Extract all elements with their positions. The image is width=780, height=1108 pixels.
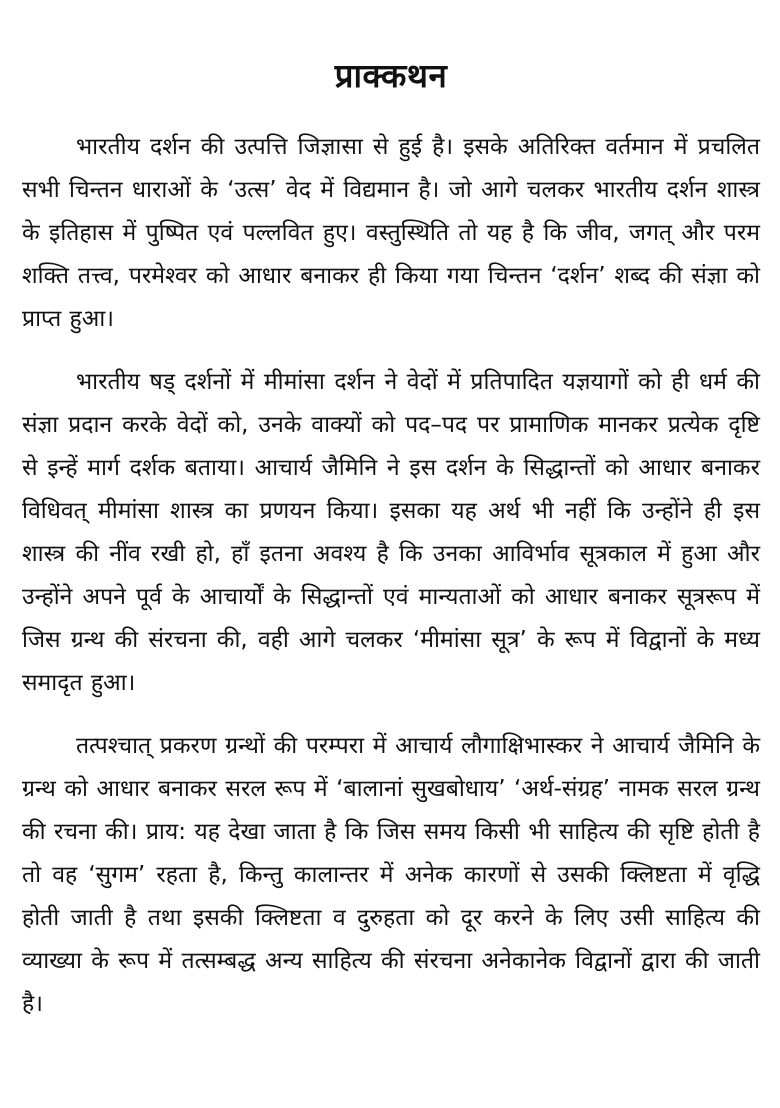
page-title: प्राक्कथन [334, 56, 448, 95]
paragraph-3: तत्पश्चात् प्रकरण ग्रन्थों की परम्परा में आचार्य लौगाक्षिभास्कर ने आचार्य जैमिनि के ग्रन्थ को आधार बनाकर सरल रूप में ‘बालानां सुखबोधाय’ ‘अर्थ-संग्रह’ नामक सरल ग्रन्थ की रचना की। प्राय: यह देखा जाता है कि जिस समय किसी भी साहित्य की सृष्टि होती है तो वह ‘सुगम’ रहता है, किन्तु कालान्तर में अनेक कारणों से उसकी क्लिष्टता में वृद्धि होती जाती है तथा इसकी क्लिष्टता व दुरुहता को दूर करने के लिए उसी साहित्य की व्याख्या के रूप में तत्सम्बद्ध अन्य साहित्य की संरचना अनेकानेक विद्वानों द्वारा की जाती है। [22, 733, 760, 1017]
paragraph-1: भारतीय दर्शन की उत्पत्ति जिज्ञासा से हुई है। इसके अतिरिक्त वर्तमान में प्रचलित सभी चिन्तन धाराओं के ‘उत्स’ वेद में विद्यमान है। जो आगे चलकर भारतीय दर्शन शास्त्र के इतिहास में पुष्पित एवं पल्लवित हुए। वस्तुस्थिति तो यह है कि जीव, जगत् और परम शक्ति तत्त्व, परमेश्वर को आधार बनाकर ही किया गया चिन्तन ‘दर्शन’ शब्द की संज्ञा को प्राप्त हुआ। [22, 134, 760, 332]
paragraph-2: भारतीय षड् दर्शनों में मीमांसा दर्शन ने वेदों में प्रतिपादित यज्ञयागों को ही धर्म की संज्ञा प्रदान करके वेदों को, उनके वाक्यों को पद–पद पर प्रामाणिक मानकर प्रत्येक दृष्टि से इन्हें मार्ग दर्शक बताया। आचार्य जैमिनि ने इस दर्शन के सिद्धान्तों को आधार बनाकर विधिवत् मीमांसा शास्त्र का प्रणयन किया। इसका यह अर्थ भी नहीं कि उन्होंने ही इस शास्त्र की नींव रखी हो, हाँ इतना अवश्य है कि उनका आविर्भाव सूत्रकाल में हुआ और उन्होंने अपने पूर्व के आचार्यों के सिद्धान्तों एवं मान्यताओं को आधार बनाकर सूत्ररूप में जिस ग्रन्थ की संरचना की, वही आगे चलकर ‘मीमांसा सूत्र’ के रूप में विद्वानों के मध्य समादृत हुआ। [22, 369, 760, 696]
document-page [22, 52, 760, 1046]
